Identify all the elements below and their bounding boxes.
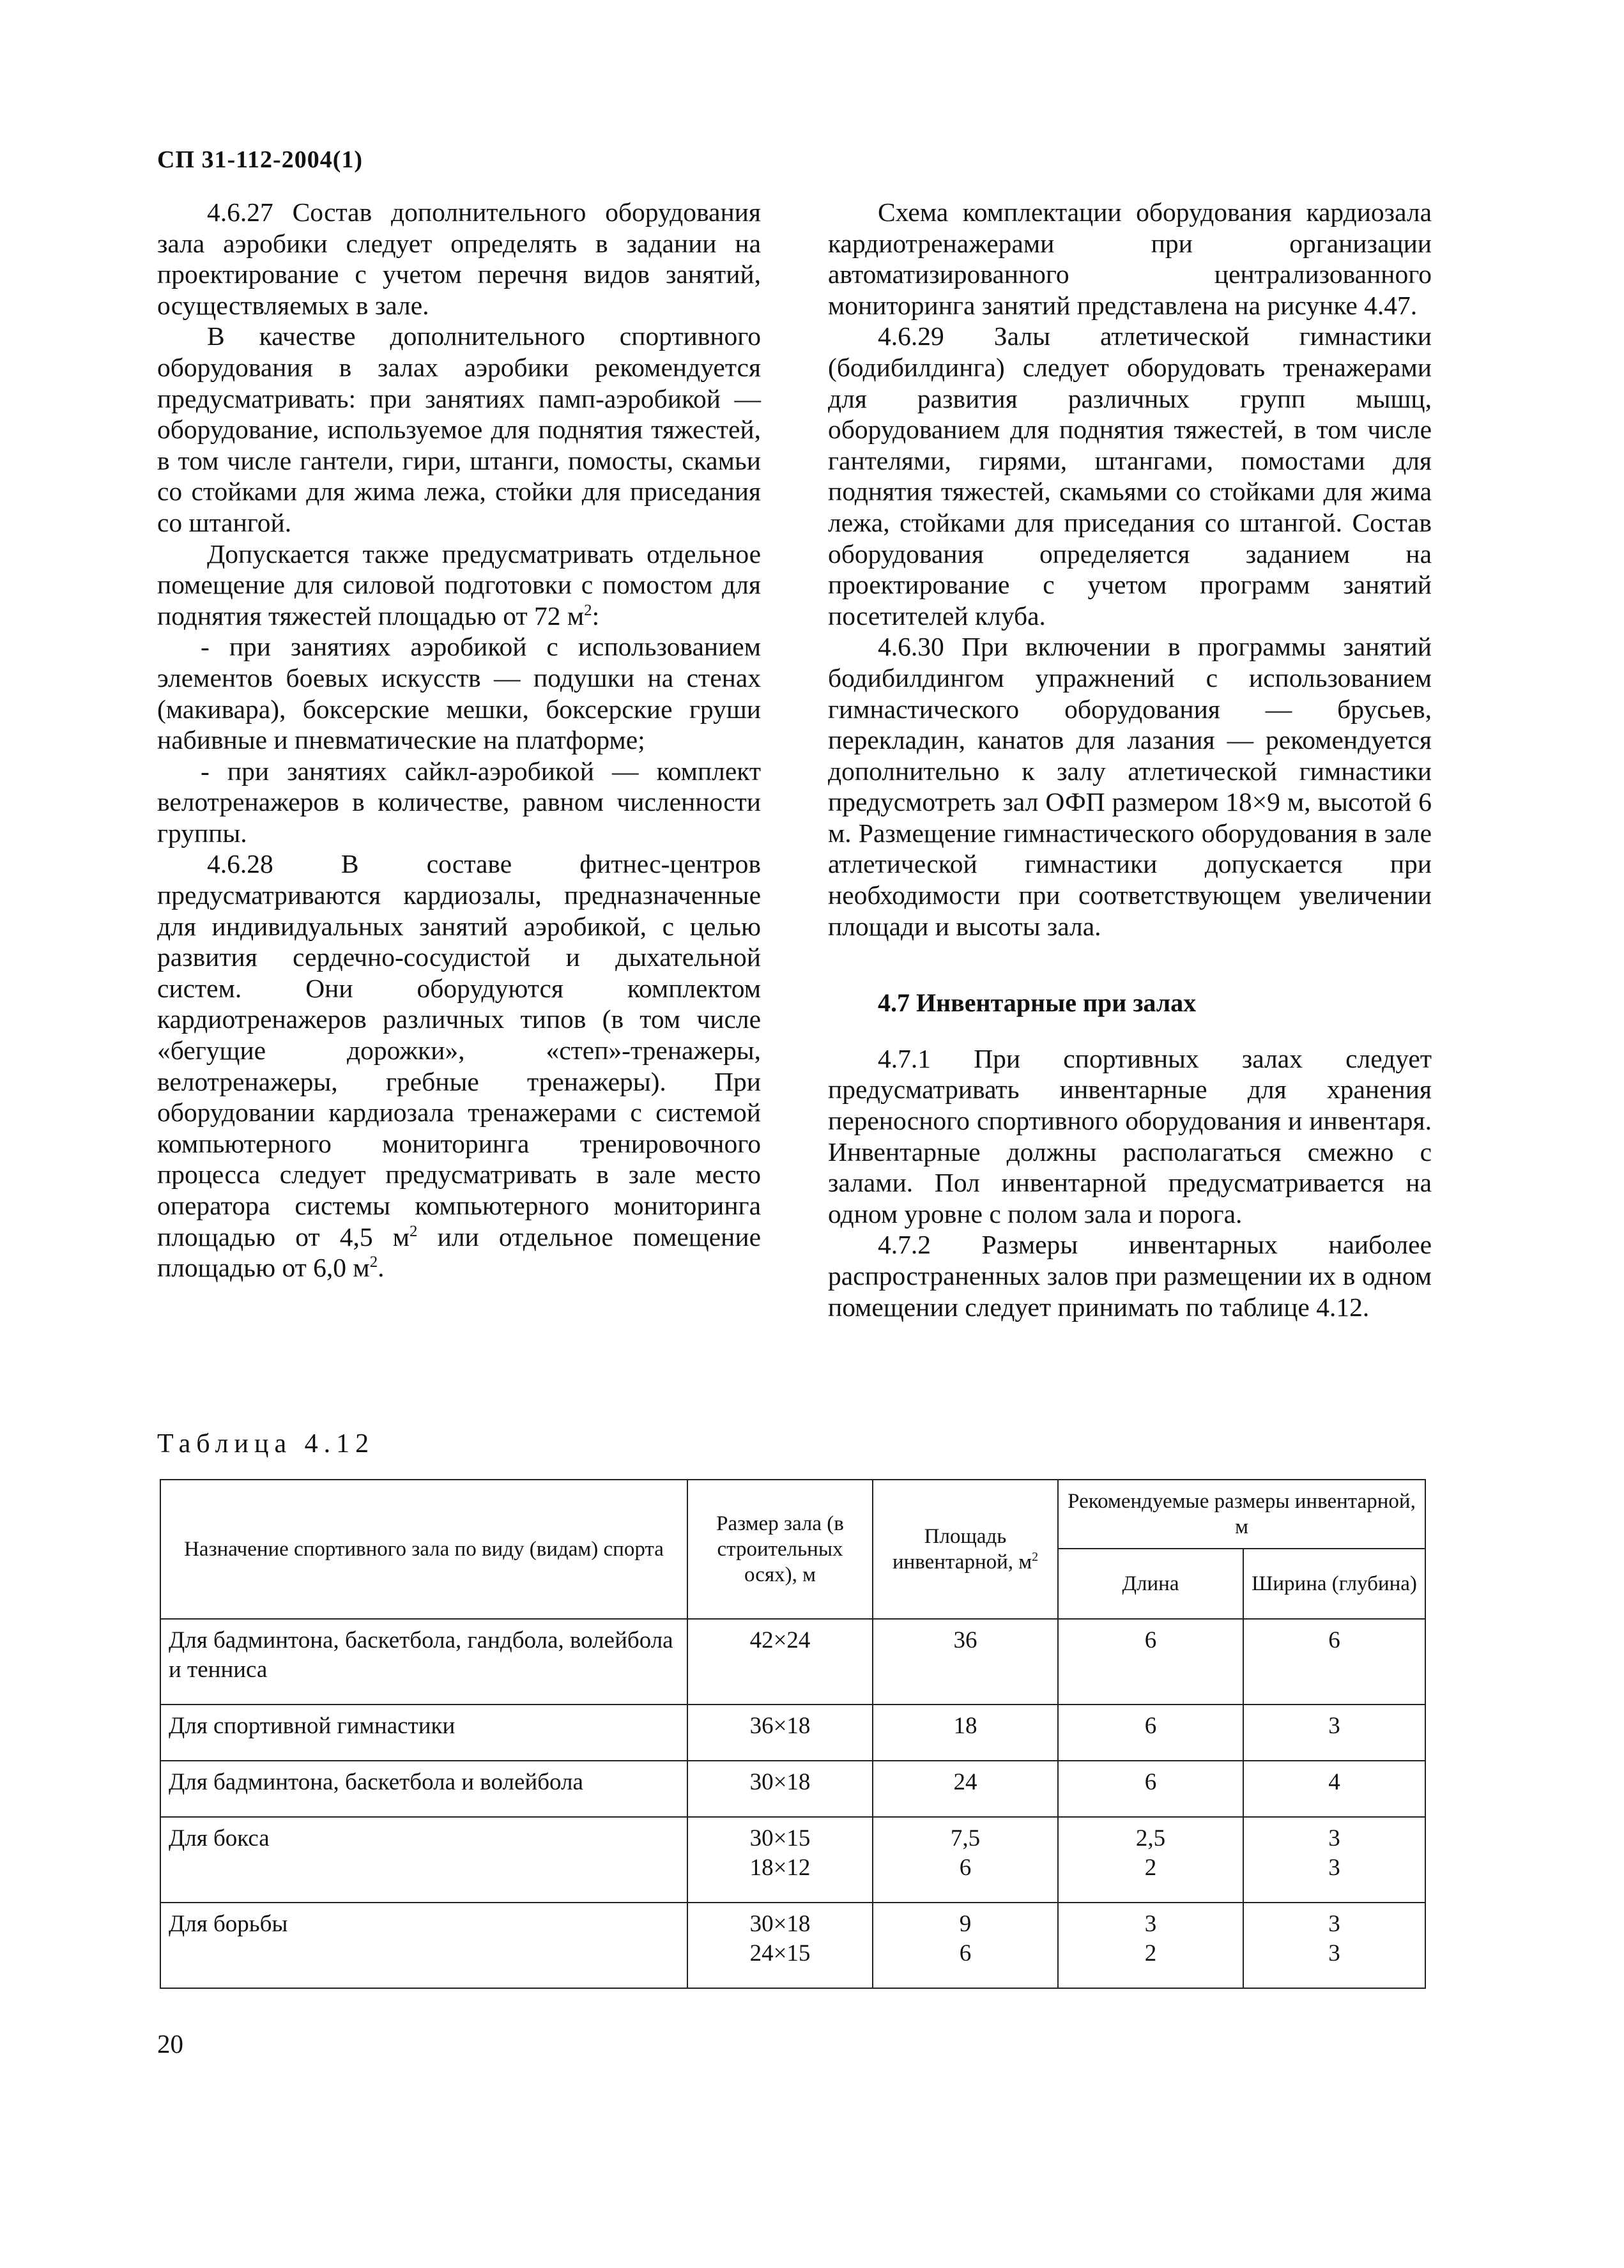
paragraph: 4.6.27 Состав дополнительного оборудования зала аэробики следует определять в задании на проектирование с учетом перечня видов занятий, осуществляемых в зале. [157, 197, 761, 320]
cell-width: 3 [1243, 1705, 1425, 1761]
table-body [160, 1619, 1425, 1988]
list-item: - при занятиях сайкл-аэробикой — комплект велотренажеров в количестве, равном численности группы. [157, 756, 761, 848]
cell-length: 6 [1058, 1761, 1243, 1817]
paragraph: 4.7.2 Размеры инвентарных наиболее распространенных залов при размещении их в одном помещении следует принимать по таблице 4.12. [828, 1230, 1432, 1322]
paragraph: 4.6.29 Залы атлетической гимнастики (бодибилдинга) следует оборудовать тренажерами для развития различных групп мышц, оборудованием для поднятия тяжестей, в том числе гантелями, гирями, штангами, помостами для поднятия тяжестей, скамьями со стойками для жима лежа, стойками для приседания со штангой. Состав оборудования определяется заданием на проектирование с учетом программ занятий посетителей клуба. [828, 321, 1432, 631]
cell-width: 3 3 [1243, 1903, 1425, 1988]
cell-length: 3 2 [1058, 1903, 1243, 1988]
table-caption: Таблица 4.12 [157, 1429, 375, 1459]
cell-size: 42×24 [687, 1619, 873, 1705]
table-row [160, 1705, 1425, 1761]
paragraph: В качестве дополнительного спортивного оборудования в залах аэробики рекомендуется предусматривать: при занятиях памп-аэробикой — оборудование, используемое для поднятия тяжестей, в том числе гантели, гири, штанги, помосты, скамьи со стойками для жима лежа, стойки для приседания со штангой. [157, 321, 761, 537]
header-area [873, 1480, 1058, 1619]
header-hall-size: Размер зала (в строительных осях), м [687, 1480, 873, 1619]
cell-size: 30×18 24×15 [687, 1903, 873, 1988]
cell-size: 30×15 18×12 [687, 1817, 873, 1903]
cell-area: 36 [873, 1619, 1058, 1705]
header-area-text: Площадь инвентарной, м [892, 1525, 1032, 1574]
cell-width: 3 3 [1243, 1817, 1425, 1903]
cell-area: 24 [873, 1761, 1058, 1817]
cell-width: 6 [1243, 1619, 1425, 1705]
cell-area: 18 [873, 1705, 1058, 1761]
cell-length: 6 [1058, 1619, 1243, 1705]
paragraph: 4.7.1 При спортивных залах следует предусматривать инвентарные для хранения переносного спортивного оборудования и инвентаря. Инвентарные должны располагаться смежно с залами. Пол инвентарной предусматривается на одном уровне с полом зала и порога. [828, 1043, 1432, 1229]
cell-purpose: Для спортивной гимнастики [160, 1705, 687, 1761]
section-heading: 4.7 Инвентарные при залах [878, 988, 1197, 1018]
paragraph: 4.6.28 В составе фитнес-центров предусматриваются кардиозалы, предназначенные для индивидуальных занятий аэробикой, с целью развития сердечно-сосудистой и дыхательной систем. Они оборудуются комплектом кардиотренажеров различных типов (в том числе «бегущие дорожки», «степ»-тренажеры, велотренажеры, гребные тренажеры). При оборудовании кардиозала тренажерами с системой компьютерного мониторинга тренировочного процесса следует предусматривать в зале место оператора системы компьютерного мониторинга площадью от 4,5 $м^2$ или отдельное помещение площадью от 6,0 $м^2$. [157, 849, 761, 1283]
inventory-table [160, 1479, 1426, 1989]
document-header: СП 31-112-2004(1) [157, 146, 364, 173]
cell-purpose: Для бадминтона, баскетбола, гандбола, волейбола и тенниса [160, 1619, 687, 1705]
page-number: 20 [157, 2029, 183, 2058]
cell-area: 7,5 6 [873, 1817, 1058, 1903]
header-length: Длина [1058, 1549, 1243, 1619]
table-row [160, 1761, 1425, 1817]
cell-purpose: Для бадминтона, баскетбола и волейбола [160, 1761, 687, 1817]
cell-length: 2,5 2 [1058, 1817, 1243, 1903]
header-area-sup: 2 [1032, 1550, 1039, 1564]
table-row [160, 1903, 1425, 1988]
list-item: - при занятиях аэробикой с использованием элементов боевых искусств — подушки на стенах (макивара), боксерские мешки, боксерские груши набивные и пневматические на платформе; [157, 632, 761, 755]
cell-purpose: Для борьбы [160, 1903, 687, 1988]
cell-size: 30×18 [687, 1761, 873, 1817]
table-row [160, 1817, 1425, 1903]
header-purpose: Назначение спортивного зала по виду (видам) спорта [160, 1480, 687, 1619]
cell-width: 4 [1243, 1761, 1425, 1817]
cell-length: 6 [1058, 1705, 1243, 1761]
table-row [160, 1619, 1425, 1705]
header-recommended: Рекомендуемые размеры инвентарной, м [1058, 1480, 1425, 1549]
header-width: Ширина (глубина) [1243, 1549, 1425, 1619]
right-column [828, 197, 1432, 1322]
paragraph: Допускается также предусматривать отдельное помещение для силовой подготовки с помостом для поднятия тяжестей площадью от 72 $м^2$: [157, 539, 761, 631]
paragraph: Схема комплектации оборудования кардиозала кардиотренажерами при организации автоматизированного централизованного мониторинга занятий представлена на рисунке 4.47. [828, 197, 1432, 320]
left-column [157, 197, 761, 1283]
cell-purpose: Для бокса [160, 1817, 687, 1903]
cell-size: 36×18 [687, 1705, 873, 1761]
cell-area: 9 6 [873, 1903, 1058, 1988]
paragraph: 4.6.30 При включении в программы занятий бодибилдингом упражнений с использованием гимнастического оборудования — брусьев, перекладин, канатов для лазания — рекомендуется дополнительно к залу атлетической гимнастики предусмотреть зал ОФП размером 18×9 м, высотой 6 м. Размещение гимнастического оборудования в зале атлетической гимнастики допускается при необходимости при соответствующем увеличении площади и высоты зала. [828, 632, 1432, 941]
